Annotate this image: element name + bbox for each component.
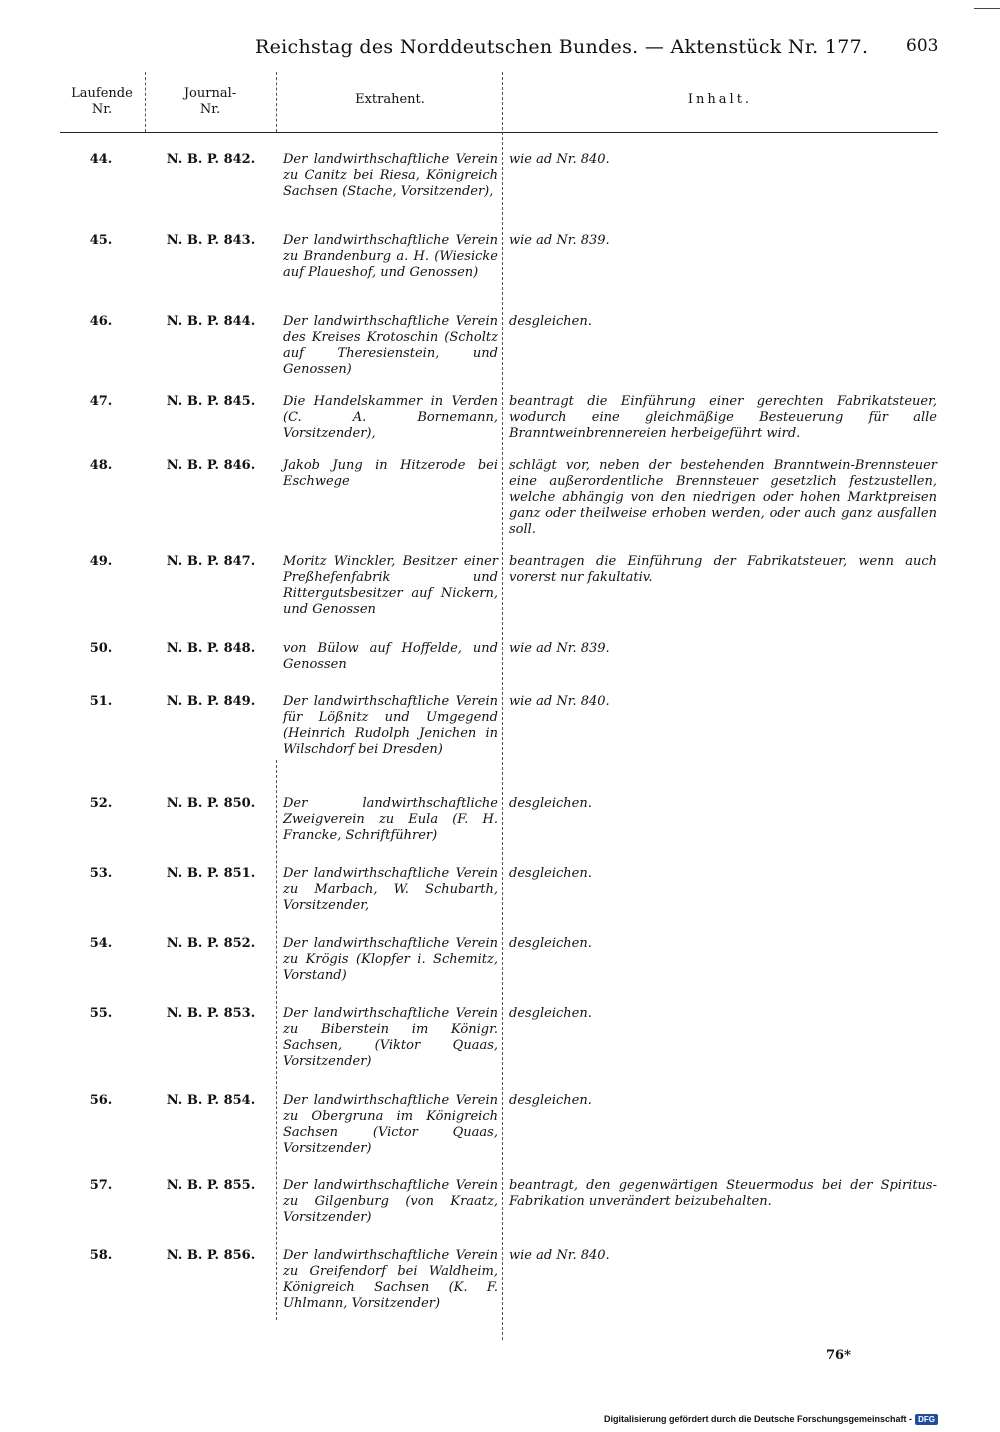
footer-credit <box>604 1414 938 1425</box>
signature-mark: 76* <box>826 1348 851 1363</box>
row-extrahent: Der landwirthschaftliche Verein zu Biberstein im Königr. Sachsen, (Viktor Quaas, Vorsitzender) <box>283 1006 498 1069</box>
page-corner-mark <box>974 0 1000 9</box>
row-extrahent: Der landwirthschaftliche Zweigverein zu Eula (F. H. Francke, Schriftführer) <box>283 796 498 843</box>
column-divider-4 <box>276 760 277 1320</box>
page-number: 603 <box>906 36 939 56</box>
row-inhalt: beantragen die Einführung der Fabrikatsteuer, wenn auch vorerst nur fakultativ. <box>509 554 937 585</box>
column-header-journal-line1: Journal- <box>183 86 237 101</box>
row-extrahent: Der landwirthschaftliche Verein zu Greifendorf bei Waldheim, Königreich Sachsen (K. F. Uhlmann, Vorsitzender) <box>283 1248 498 1311</box>
row-extrahent: Moritz Winckler, Besitzer einer Preßhefenfabrik und Rittergutsbesitzer auf Nickern, und Genossen <box>283 554 498 617</box>
row-inhalt: wie ad Nr. 840. <box>509 1248 610 1263</box>
row-number: 56. <box>89 1093 113 1108</box>
column-divider-2 <box>276 72 277 132</box>
column-header-laufende <box>62 86 142 118</box>
row-inhalt: desgleichen. <box>509 1093 592 1108</box>
column-header-laufende-line2: Nr. <box>91 102 113 117</box>
row-extrahent: Der landwirthschaftliche Verein zu Obergruna im Königreich Sachsen (Victor Quaas, Vorsitzender) <box>283 1093 498 1156</box>
column-divider-1 <box>145 72 146 132</box>
dfg-logo: DFG <box>915 1414 938 1425</box>
row-inhalt: beantragt die Einführung einer gerechten Fabrikatsteuer, wodurch eine gleichmäßige Besteuerung für alle Branntweinbrennereien herbeigeführt wird. <box>509 394 937 441</box>
row-number: 53. <box>89 866 113 881</box>
column-header-extrahent: Extrahent. <box>355 92 425 107</box>
row-journal: N. B. P. 855. <box>166 1178 256 1193</box>
row-journal: N. B. P. 850. <box>166 796 256 811</box>
row-journal: N. B. P. 851. <box>166 866 256 881</box>
row-inhalt: wie ad Nr. 839. <box>509 641 610 656</box>
row-number: 47. <box>89 394 113 409</box>
row-journal: N. B. P. 848. <box>166 641 256 656</box>
row-extrahent: Jakob Jung in Hitzerode bei Eschwege <box>283 458 498 489</box>
row-inhalt: wie ad Nr. 840. <box>509 694 610 709</box>
row-inhalt: desgleichen. <box>509 936 592 951</box>
row-extrahent: Die Handelskammer in Verden (C. A. Bornemann, Vorsitzender), <box>283 394 498 441</box>
row-journal: N. B. P. 846. <box>166 458 256 473</box>
row-number: 44. <box>89 152 113 167</box>
row-number: 49. <box>89 554 113 569</box>
row-number: 51. <box>89 694 113 709</box>
footer-text: Digitalisierung gefördert durch die Deutsche Forschungsgemeinschaft - <box>604 1414 913 1424</box>
page-header-title: Reichstag des Norddeutschen Bundes. — Aktenstück Nr. 177. <box>255 36 869 58</box>
row-extrahent: Der landwirthschaftliche Verein zu Marbach, W. Schubarth, Vorsitzender, <box>283 866 498 913</box>
row-inhalt: beantragt, den gegenwärtigen Steuermodus bei der Spiritus-Fabrikation unverändert beizubehalten. <box>509 1178 937 1209</box>
row-number: 55. <box>89 1006 113 1021</box>
row-extrahent: Der landwirthschaftliche Verein zu Brandenburg a. H. (Wiesicke auf Plaueshof, und Genossen) <box>283 233 498 280</box>
row-inhalt: wie ad Nr. 839. <box>509 233 610 248</box>
row-journal: N. B. P. 847. <box>166 554 256 569</box>
row-number: 52. <box>89 796 113 811</box>
column-divider-3 <box>502 72 503 1340</box>
row-journal: N. B. P. 845. <box>166 394 256 409</box>
row-number: 57. <box>89 1178 113 1193</box>
row-extrahent: Der landwirthschaftliche Verein des Kreises Krotoschin (Scholtz auf Theresienstein, und Genossen) <box>283 314 498 377</box>
row-extrahent: von Bülow auf Hoffelde, und Genossen <box>283 641 498 672</box>
row-journal: N. B. P. 842. <box>166 152 256 167</box>
row-inhalt: desgleichen. <box>509 796 592 811</box>
row-inhalt: schlägt vor, neben der bestehenden Branntwein-Brennsteuer eine außerordentliche Brennsteuer gesetzlich festzustellen, welche abhängig von den niedrigen oder hohen Marktpreisen ganz oder theilweise erhoben werden, oder auch ganz ausfallen soll. <box>509 458 937 537</box>
column-header-journal <box>170 86 250 118</box>
row-journal: N. B. P. 856. <box>166 1248 256 1263</box>
header-rule <box>60 132 938 133</box>
row-number: 50. <box>89 641 113 656</box>
row-extrahent: Der landwirthschaftliche Verein zu Canitz bei Riesa, Königreich Sachsen (Stache, Vorsitzender), <box>283 152 498 199</box>
row-extrahent: Der landwirthschaftliche Verein für Lößnitz und Umgegend (Heinrich Rudolph Jenichen in Wilschdorf bei Dresden) <box>283 694 498 757</box>
row-journal: N. B. P. 849. <box>166 694 256 709</box>
row-number: 58. <box>89 1248 113 1263</box>
row-journal: N. B. P. 852. <box>166 936 256 951</box>
row-journal: N. B. P. 853. <box>166 1006 256 1021</box>
row-journal: N. B. P. 843. <box>166 233 256 248</box>
row-number: 54. <box>89 936 113 951</box>
row-extrahent: Der landwirthschaftliche Verein zu Gilgenburg (von Kraatz, Vorsitzender) <box>283 1178 498 1225</box>
row-journal: N. B. P. 854. <box>166 1093 256 1108</box>
column-header-laufende-line1: Laufende <box>71 86 133 101</box>
row-inhalt: desgleichen. <box>509 314 592 329</box>
row-number: 48. <box>89 458 113 473</box>
row-number: 45. <box>89 233 113 248</box>
row-extrahent: Der landwirthschaftliche Verein zu Krögis (Klopfer i. Schemitz, Vorstand) <box>283 936 498 983</box>
column-header-journal-line2: Nr. <box>199 102 221 117</box>
column-header-inhalt: Inhalt. <box>687 92 753 107</box>
row-journal: N. B. P. 844. <box>166 314 256 329</box>
row-number: 46. <box>89 314 113 329</box>
row-inhalt: desgleichen. <box>509 866 592 881</box>
row-inhalt: wie ad Nr. 840. <box>509 152 610 167</box>
row-inhalt: desgleichen. <box>509 1006 592 1021</box>
